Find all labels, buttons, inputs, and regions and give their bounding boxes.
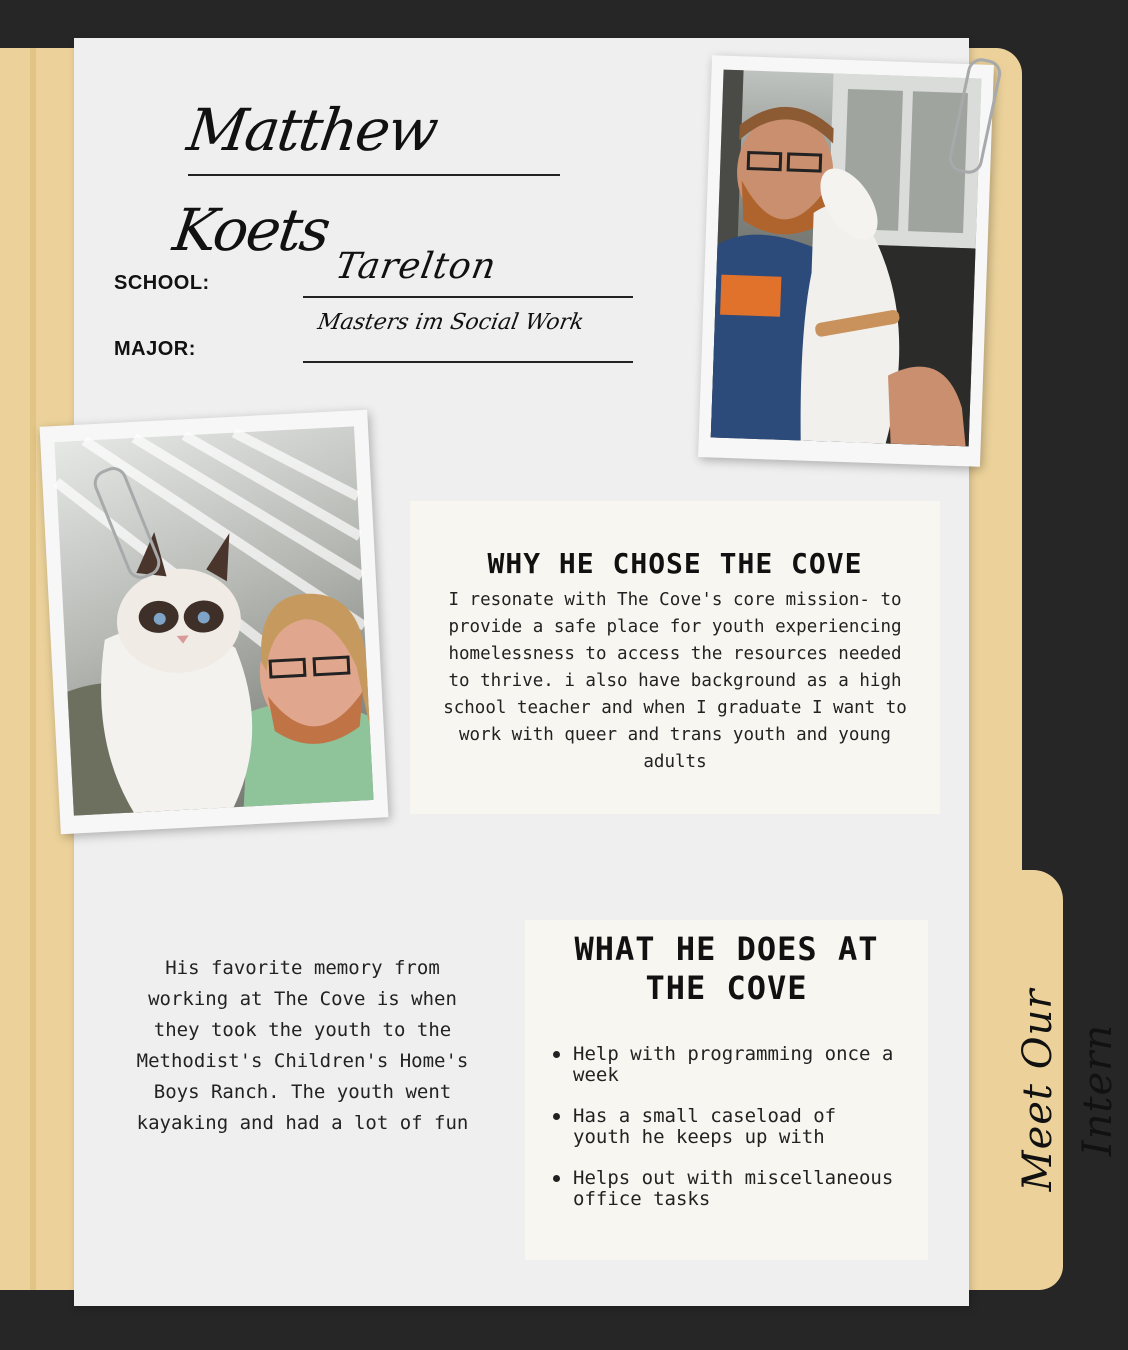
why-body: I resonate with The Cove's core mission- to provide a safe place for youth experiencing homelessness to access the resources needed to thrive. i also have background as a high school teacher and when I graduate I want to work with queer and trans youth and young adults bbox=[443, 590, 907, 772]
why-title: WHY HE CHOSE THE COVE bbox=[487, 547, 863, 580]
school-label: SCHOOL: bbox=[114, 272, 210, 294]
photo-man-with-dog bbox=[711, 70, 982, 447]
major-value: Masters im Social Work bbox=[315, 310, 586, 335]
list-item: Helps out with miscellaneous office tasks bbox=[553, 1168, 903, 1210]
school-value: Tarelton bbox=[332, 246, 500, 287]
polaroid-photo-dog bbox=[698, 55, 994, 467]
polaroid-photo-cat bbox=[40, 410, 389, 835]
school-underline bbox=[303, 296, 633, 298]
what-card bbox=[525, 920, 928, 1260]
folder-edge bbox=[30, 48, 36, 1290]
duties-list bbox=[553, 1044, 903, 1230]
intern-name: Matthew Koets bbox=[169, 96, 441, 264]
major-underline bbox=[303, 361, 633, 363]
why-card bbox=[410, 501, 940, 814]
photo-illustration bbox=[711, 70, 982, 447]
favorite-memory-text: His favorite memory from working at The Cove is when they took the youth to the Methodist's Children's Home's Boys Ranch. The youth went kayaking and had a lot of fun bbox=[136, 957, 469, 1134]
name-underline bbox=[188, 174, 560, 176]
what-title: WHAT HE DOES AT THE COVE bbox=[574, 930, 879, 1007]
list-item: Help with programming once a week bbox=[553, 1044, 903, 1086]
folder-tab-label: Meet Our Intern bbox=[1015, 988, 1121, 1192]
major-label: MAJOR: bbox=[114, 338, 196, 360]
list-item: Has a small caseload of youth he keeps up with bbox=[553, 1106, 903, 1148]
